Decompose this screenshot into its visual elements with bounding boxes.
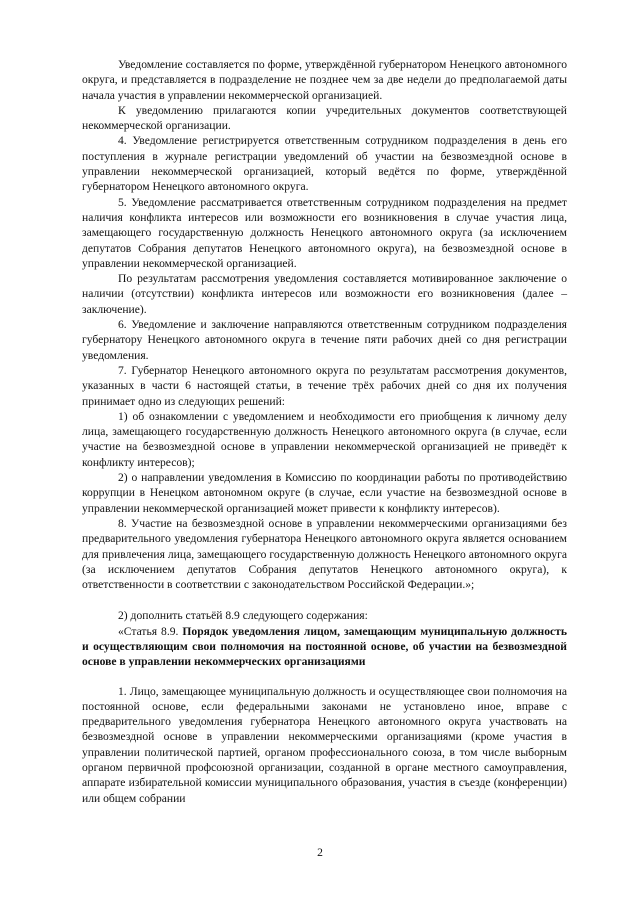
article-title: Порядок уведомления лицом, замещающим муниципальную должность и осуществляющим свои полномочия на постоянной основе, об участии на безвозмездной основе в управлении некоммерческих организациями — [82, 624, 567, 669]
paragraph-notice-form: Уведомление составляется по форме, утверждённой губернатором Ненецкого автономного округа, и представляется в подразделение не позднее чем за две недели до предполагаемой даты начала участия в управлении некоммерческой организацией. — [82, 58, 567, 102]
spacer — [82, 592, 567, 608]
document-page — [82, 57, 567, 806]
spacer — [82, 670, 567, 684]
paragraph-7-item-2: 2) о направлении уведомления в Комиссию по координации работы по противодействию коррупции в Ненецком автономном округе (в случае, если участие на безвозмездной основе в управлении некоммерческой организацией может привести к конфликту интересов). — [82, 471, 567, 515]
paragraph-7: 7. Губернатор Ненецкого автономного округа по результатам рассмотрения документов, указанных в части 6 настоящей статьи, в течение трёх рабочих дней со дня их получения принимает одно из следующих решений: — [82, 363, 567, 408]
paragraph-conclusion: По результатам рассмотрения уведомления составляется мотивированное заключение о наличии (отсутствии) конфликта интересов или возможности его возникновения (далее – заключение). — [82, 272, 567, 316]
paragraph-6: 6. Уведомление и заключение направляются ответственным сотрудником подразделения губернатору Ненецкого автономного округа в течение пяти рабочих дней со дня регистрации уведомления. — [82, 318, 567, 362]
paragraph-8: 8. Участие на безвозмездной основе в управлении некоммерческими организациями без предварительного уведомления губернатора Ненецкого автономного округа является основанием для привлечения лица, замещающего государственную должность Ненецкого автономного округа (за исключением депутатов Собрания депутатов Ненецкого автономного округа), к ответственности в соответствии с законодательством Российской Федерации.»; — [82, 516, 567, 592]
paragraph-4: 4. Уведомление регистрируется ответственным сотрудником подразделения в день его поступления в журнале регистрации уведомлений об участии на безвозмездной основе в управлении некоммерческой организацией, который ведётся по форме, утверждённой губернатором Ненецкого автономного округа. — [82, 134, 567, 194]
paragraph-5: 5. Уведомление рассматривается ответственным сотрудником подразделения на предмет наличия конфликта интересов или возможности его возникновения в случае участия лица, замещающего государственную должность Ненецкого автономного округа (за исключением депутатов Собрания депутатов Ненецкого автономного округа), на безвозмездной основе в управлении некоммерческой организацией. — [82, 195, 567, 270]
paragraph-7-item-1: 1) об ознакомлении с уведомлением и необходимости его приобщения к личному делу лица, замещающего государственную должность Ненецкого автономного округа (в случае, если участие на безвозмездной основе в управлении некоммерческой организацией не приведёт к конфликту интересов); — [82, 409, 567, 469]
article-paragraph-1: 1. Лицо, замещающее муниципальную должность и осуществляющее свои полномочия на постоянной основе, если федеральными законами не установлено иное, вправе с предварительного уведомления губернатора Ненецкого автономного округа участвовать на безвозмездной основе в управлении некоммерческими организациями (кроме участия в управлении политической партией, органом профессионального союза, в том числе выборным органом первичной профсоюзной организации, созданной в органе местного самоуправления, аппарате избирательной комиссии муниципального образования, участия в съезде (конференции) или общем собрании — [82, 684, 567, 805]
amendment-intro: 2) дополнить статьёй 8.9 следующего содержания: — [118, 609, 368, 623]
page-number: 2 — [317, 846, 323, 859]
article-prefix: «Статья 8.9. — [118, 624, 183, 638]
paragraph-attachments: К уведомлению прилагаются копии учредительных документов соответствующей некоммерческой организации. — [82, 103, 567, 133]
article-heading — [82, 624, 567, 670]
